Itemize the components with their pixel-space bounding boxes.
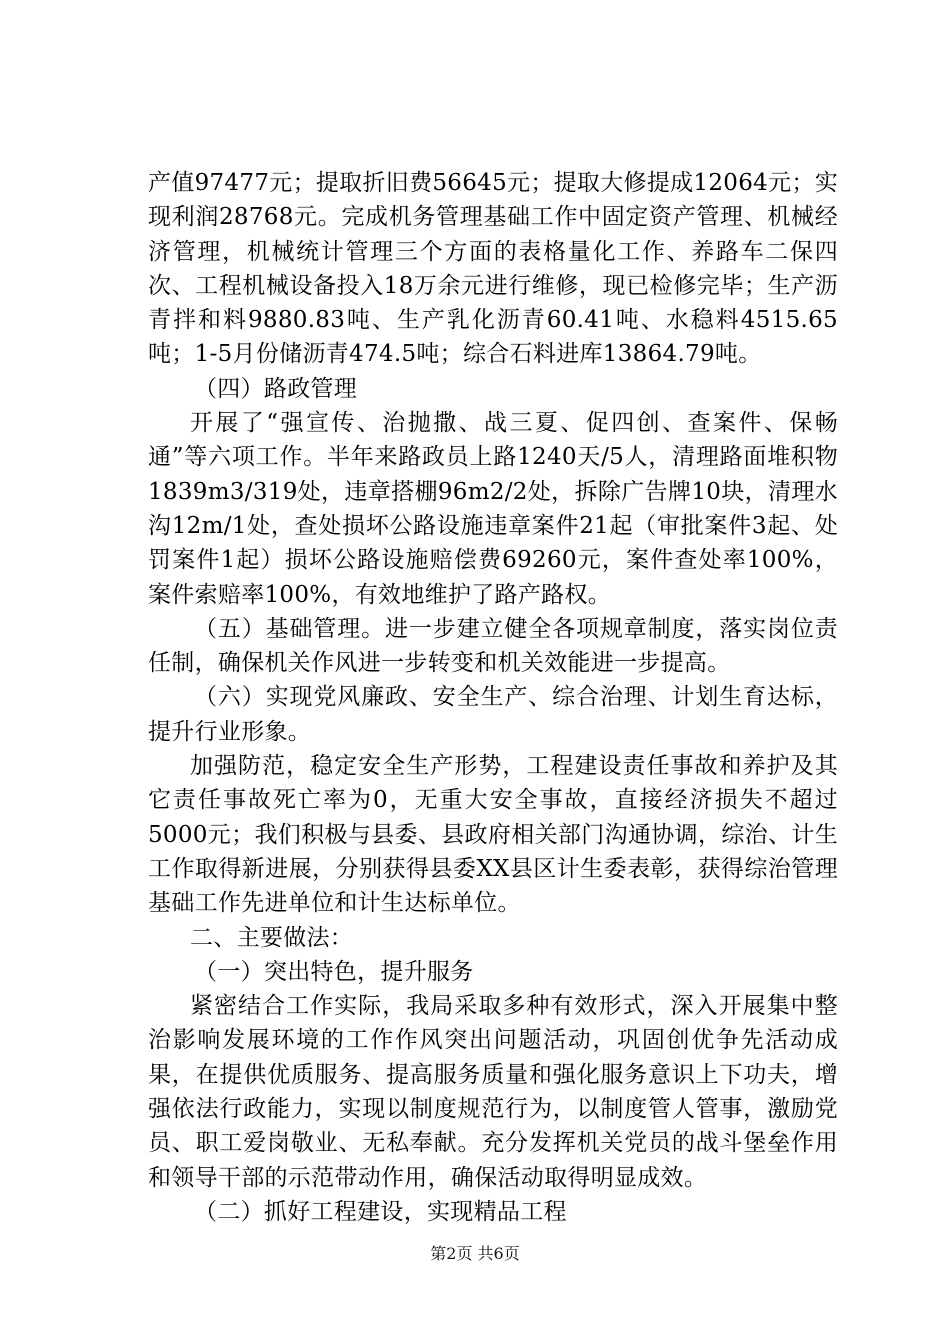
paragraph-work-style: 紧密结合工作实际，我局采取多种有效形式，深入开展集中整治影响发展环境的工作作风突出问题活动，巩固创优争先活动成果，在提供优质服务、提高服务质量和强化服务意识上下功夫，增强依法行政能力，实现以制度规范行为，以制度管人管事，激励党员、职工爱岗敬业、无私奉献。充分发挥机关党员的战斗堡垒作用和领导干部的示范带动作用，确保活动取得明显成效。 [148,993,838,1191]
heading-engineering-construction: （二）抓好工程建设，实现精品工程 [194,1198,567,1225]
heading-main-practices: 二、主要做法： [190,924,354,951]
paragraph-safety: 加强防范，稳定安全生产形势，工程建设责任事故和养护及其它责任事故死亡率为0，无重大安全事故，直接经济损失不超过5000元；我们积极与县委、县政府相关部门沟通协调，综治、计生工作取得新进展，分别获得县委XX县区计生委表彰，获得综治管理基础工作先进单位和计生达标单位。 [148,753,838,917]
heading-road-administration: （四）路政管理 [194,375,358,402]
paragraph-party-conduct: （六）实现党风廉政、安全生产、综合治理、计划生育达标，提升行业形象。 [148,684,838,745]
document-body [148,166,838,1229]
paragraph-production-figures: 产值97477元；提取折旧费56645元；提取大修提成12064元；实现利润28768元。完成机务管理基础工作中固定资产管理、机械经济管理，机械统计管理三个方面的表格量化工作、养路车二保四次、工程机械设备投入18万余元进行维修，现已检修完毕；生产沥青拌和料9880.83吨、生产乳化沥青60.41吨、水稳料4515.65吨；1-5月份储沥青474.5吨；综合石料进库13864.79吨。 [148,170,838,368]
paragraph-road-administration: 开展了“强宣传、治抛撒、战三夏、促四创、查案件、保畅通”等六项工作。半年来路政员上路1240天/5人，清理路面堆积物1839m3/319处，违章搭棚96m2/2处，拆除广告牌10块，清理水沟12m/1处，查处损坏公路设施违章案件21起（审批案件3起、处罚案件1起）损坏公路设施赔偿费69260元，案件查处率100%，案件索赔率100%，有效地维护了路产路权。 [148,410,838,608]
page-footer: 第2页 共6页 [430,1244,520,1263]
heading-highlight-features: （一）突出特色，提升服务 [194,958,474,985]
paragraph-basic-management: （五）基础管理。进一步建立健全各项规章制度，落实岗位责任制，确保机关作风进一步转变和机关效能进一步提高。 [148,615,838,677]
